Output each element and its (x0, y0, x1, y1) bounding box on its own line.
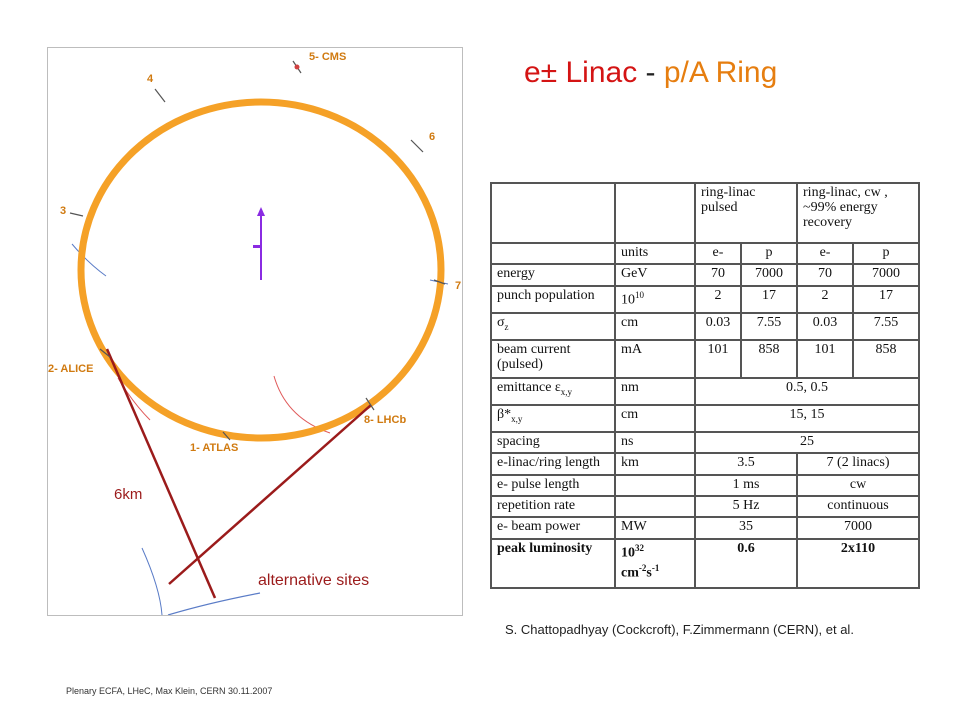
ip-label-6: 6 (429, 131, 436, 143)
blue-arc-left (72, 244, 106, 276)
credit-text: S. Chattopadhyay (Cockcroft), F.Zimmermann (CERN), et al. (505, 622, 854, 637)
linac-line-1 (107, 349, 215, 598)
title-part2: p/A Ring (663, 56, 778, 89)
cms-marker (295, 65, 300, 70)
table-row-peak-luminosity: peak luminosity $10^{32}$ $cm^{-2}s^{-1}$ 0.6 2x110 (491, 539, 919, 588)
table-row-linac-length: e-linac/ring length km 3.5 7 (2 linacs) (491, 453, 919, 474)
blue-arc-bottom (142, 548, 162, 615)
header-group-cw: ring-linac, cw , ~99% energy recovery (797, 183, 919, 243)
parameter-table-container (490, 182, 918, 589)
title-part1: e± Linac (524, 56, 638, 89)
slide-title (524, 56, 777, 90)
ip-label-7: 7 (455, 280, 462, 292)
ip-label-cms: 5- CMS (309, 51, 347, 63)
ring-diagram-panel (47, 47, 463, 616)
header-group-pulsed: ring-linac pulsed (695, 183, 797, 243)
pink-arc-right (274, 376, 330, 433)
table-header-row (491, 183, 919, 243)
table-row-beam-current: beam current (pulsed) mA 101 858 101 858 (491, 340, 919, 378)
ring-diagram (48, 48, 462, 615)
table-row-energy: energy GeV 70 7000 70 7000 (491, 264, 919, 285)
parameter-table (490, 182, 920, 589)
purple-dash (253, 245, 262, 248)
table-row-units: units e- p e- p (491, 243, 919, 264)
table-row-beta-star: $\beta*_{x,y}$ cm 15, 15 (491, 405, 919, 432)
ip-label-alice: 2- ALICE (48, 363, 94, 375)
distance-label: 6km (114, 486, 143, 503)
table-row-repetition-rate: repetition rate 5 Hz continuous (491, 496, 919, 517)
table-row-sigma-z: $\sigma_z$ cm 0.03 7.55 0.03 7.55 (491, 313, 919, 340)
ip-label-lhcb: 8- LHCb (364, 414, 407, 426)
table-row-spacing: spacing ns 25 (491, 432, 919, 453)
table-row-punch-population: punch population $10^{10}$ 2 17 2 17 (491, 286, 919, 313)
table-row-beam-power: e- beam power MW 35 7000 (491, 517, 919, 538)
table-row-pulse-length: e- pulse length 1 ms cw (491, 475, 919, 496)
ip-label-atlas: 1- ATLAS (190, 442, 239, 454)
ip-label-4: 4 (147, 73, 154, 85)
alternative-sites-label: alternative sites (258, 572, 370, 589)
table-row-emittance: emittance $\varepsilon_{x,y}$ nm 0.5, 0.5 (491, 378, 919, 405)
ip-label-3: 3 (60, 205, 67, 217)
footer-text: Plenary ECFA, LHeC, Max Klein, CERN 30.11.2007 (66, 686, 273, 696)
linac-line-2 (169, 405, 371, 584)
purple-arrow-head (257, 207, 265, 216)
title-separator: - (637, 56, 664, 89)
